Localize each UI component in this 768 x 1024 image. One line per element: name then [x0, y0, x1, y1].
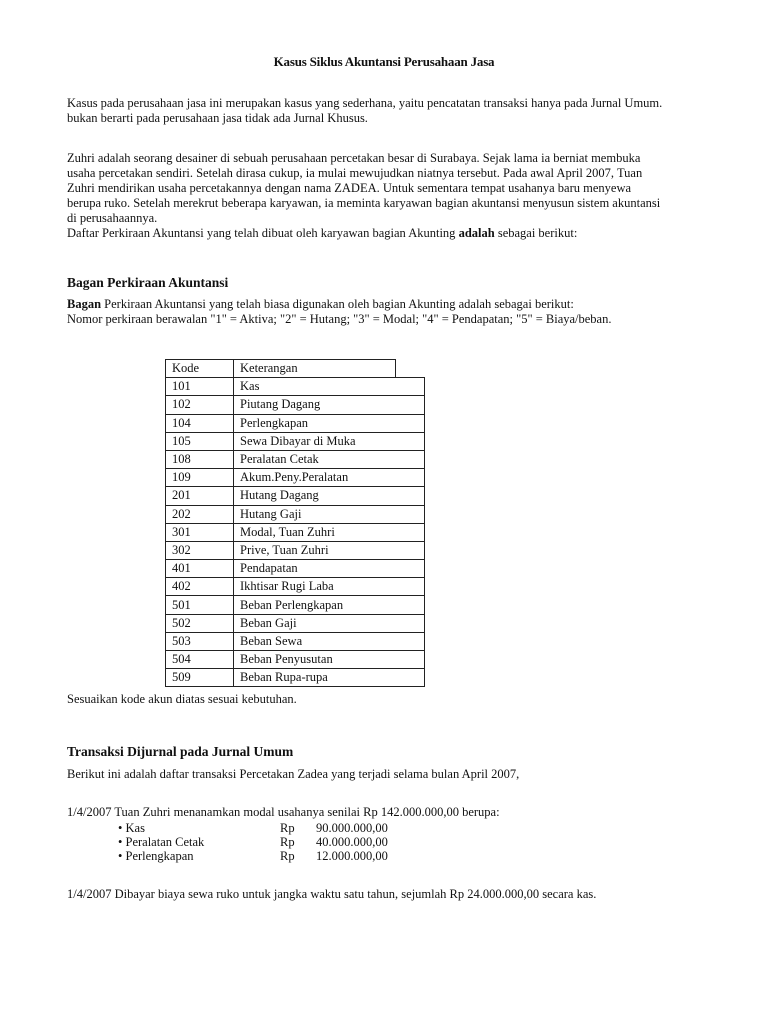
account-code: 401 [166, 560, 234, 578]
intro-line: Kasus pada perusahaan jasa ini merupakan kasus yang sederhana, yaitu pencatatan transaksi hanya pada Jurnal Umum. [67, 96, 663, 110]
table-row [166, 414, 425, 432]
table-row [166, 651, 425, 669]
account-code: 502 [166, 614, 234, 632]
item-currency: Rp [280, 849, 295, 863]
table-header-row [166, 360, 425, 378]
header-keterangan: Keterangan [234, 360, 396, 378]
account-code: 101 [166, 378, 234, 396]
story-paragraph [67, 151, 707, 241]
account-name: Hutang Dagang [234, 487, 425, 505]
table-row [166, 396, 425, 414]
table-row [166, 669, 425, 687]
jurnal-intro: Berikut ini adalah daftar transaksi Percetakan Zadea yang terjadi selama bulan April 2007, [67, 767, 520, 781]
account-code: 302 [166, 541, 234, 559]
account-name: Piutang Dagang [234, 396, 425, 414]
account-code: 201 [166, 487, 234, 505]
account-name: Beban Perlengkapan [234, 596, 425, 614]
item-label: • Perlengkapan [118, 849, 194, 863]
story-text: sebagai berikut: [494, 226, 578, 240]
account-name: Perlengkapan [234, 414, 425, 432]
account-name: Prive, Tuan Zuhri [234, 541, 425, 559]
story-line-last [67, 226, 707, 241]
account-code: 504 [166, 651, 234, 669]
list-item [118, 849, 418, 864]
item-label: • Peralatan Cetak [118, 835, 205, 849]
story-line: berupa ruko. Setelah merekrut beberapa karyawan, ia meminta karyawan bagian akuntansi menyusun sistem akuntansi [67, 196, 661, 210]
account-code: 503 [166, 632, 234, 650]
bagan-line [67, 297, 707, 312]
account-name: Akum.Peny.Peralatan [234, 469, 425, 487]
table-row [166, 469, 425, 487]
table-row [166, 505, 425, 523]
intro-paragraph [67, 96, 707, 126]
table-row [166, 560, 425, 578]
story-text: Daftar Perkiraan Akuntansi yang telah dibuat oleh karyawan bagian Akunting [67, 226, 459, 240]
account-code: 501 [166, 596, 234, 614]
bagan-text: Perkiraan Akuntansi yang telah biasa digunakan oleh bagian Akunting adalah sebagai berikut: [101, 297, 574, 311]
list-item [118, 835, 418, 850]
story-line: di perusahaannya. [67, 211, 158, 225]
item-currency: Rp [280, 821, 295, 835]
table-row [166, 432, 425, 450]
story-line: Zuhri adalah seorang desainer di sebuah perusahaan percetakan besar di Surabaya. Sejak lama ia berniat membuka [67, 151, 641, 165]
item-label: • Kas [118, 821, 145, 835]
account-name: Beban Rupa-rupa [234, 669, 425, 687]
account-name: Beban Penyusutan [234, 651, 425, 669]
table-row [166, 378, 425, 396]
account-name: Beban Sewa [234, 632, 425, 650]
story-line: usaha percetakan sendiri. Setelah dirasa cukup, ia mulai mewujudkan niatnya tersebut. Pada awal April 2007, Tuan [67, 166, 643, 180]
account-code: 104 [166, 414, 234, 432]
item-currency: Rp [280, 835, 295, 849]
table-row [166, 578, 425, 596]
item-amount: 90.000.000,00 [316, 821, 388, 835]
table-row [166, 596, 425, 614]
account-code: 109 [166, 469, 234, 487]
account-code: 509 [166, 669, 234, 687]
table-row [166, 450, 425, 468]
table-row [166, 614, 425, 632]
account-code: 402 [166, 578, 234, 596]
account-name: Kas [234, 378, 425, 396]
intro-line: bukan berarti pada perusahaan jasa tidak ada Jurnal Khusus. [67, 111, 368, 125]
account-code: 202 [166, 505, 234, 523]
bagan-bold-word: Bagan [67, 297, 102, 311]
item-amount: 40.000.000,00 [316, 835, 388, 849]
table-row [166, 523, 425, 541]
story-bold-word: adalah [458, 226, 495, 240]
header-gap [396, 360, 425, 378]
account-name: Sewa Dibayar di Muka [234, 432, 425, 450]
account-name: Ikhtisar Rugi Laba [234, 578, 425, 596]
chart-of-accounts-table [165, 359, 425, 687]
account-name: Modal, Tuan Zuhri [234, 523, 425, 541]
list-item [118, 821, 418, 836]
account-code: 108 [166, 450, 234, 468]
table-row [166, 632, 425, 650]
account-code: 102 [166, 396, 234, 414]
document-title: Kasus Siklus Akuntansi Perusahaan Jasa [273, 54, 495, 69]
section-heading-jurnal: Transaksi Dijurnal pada Jurnal Umum [67, 744, 294, 759]
table-note: Sesuaikan kode akun diatas sesuai kebutuhan. [67, 692, 297, 706]
account-name: Pendapatan [234, 560, 425, 578]
header-kode: Kode [166, 360, 234, 378]
bagan-line: Nomor perkiraan berawalan "1" = Aktiva; "2" = Hutang; "3" = Modal; "4" = Pendapatan; "5" = Biaya/beban. [67, 312, 612, 326]
bagan-paragraph [67, 297, 707, 327]
story-line: Zuhri mendirikan usaha percetakannya dengan nama ZADEA. Untuk sementara tempat usahanya baru menyewa [67, 181, 632, 195]
transaction-1: 1/4/2007 Tuan Zuhri menanamkan modal usahanya senilai Rp 142.000.000,00 berupa: [67, 805, 500, 819]
account-code: 301 [166, 523, 234, 541]
item-amount: 12.000.000,00 [316, 849, 388, 863]
account-name: Peralatan Cetak [234, 450, 425, 468]
transaction-2: 1/4/2007 Dibayar biaya sewa ruko untuk jangka waktu satu tahun, sejumlah Rp 24.000.000,00 secara kas. [67, 887, 597, 901]
account-code: 105 [166, 432, 234, 450]
section-heading-bagan: Bagan Perkiraan Akuntansi [67, 275, 229, 290]
table-row [166, 541, 425, 559]
account-name: Hutang Gaji [234, 505, 425, 523]
account-name: Beban Gaji [234, 614, 425, 632]
table-row [166, 487, 425, 505]
